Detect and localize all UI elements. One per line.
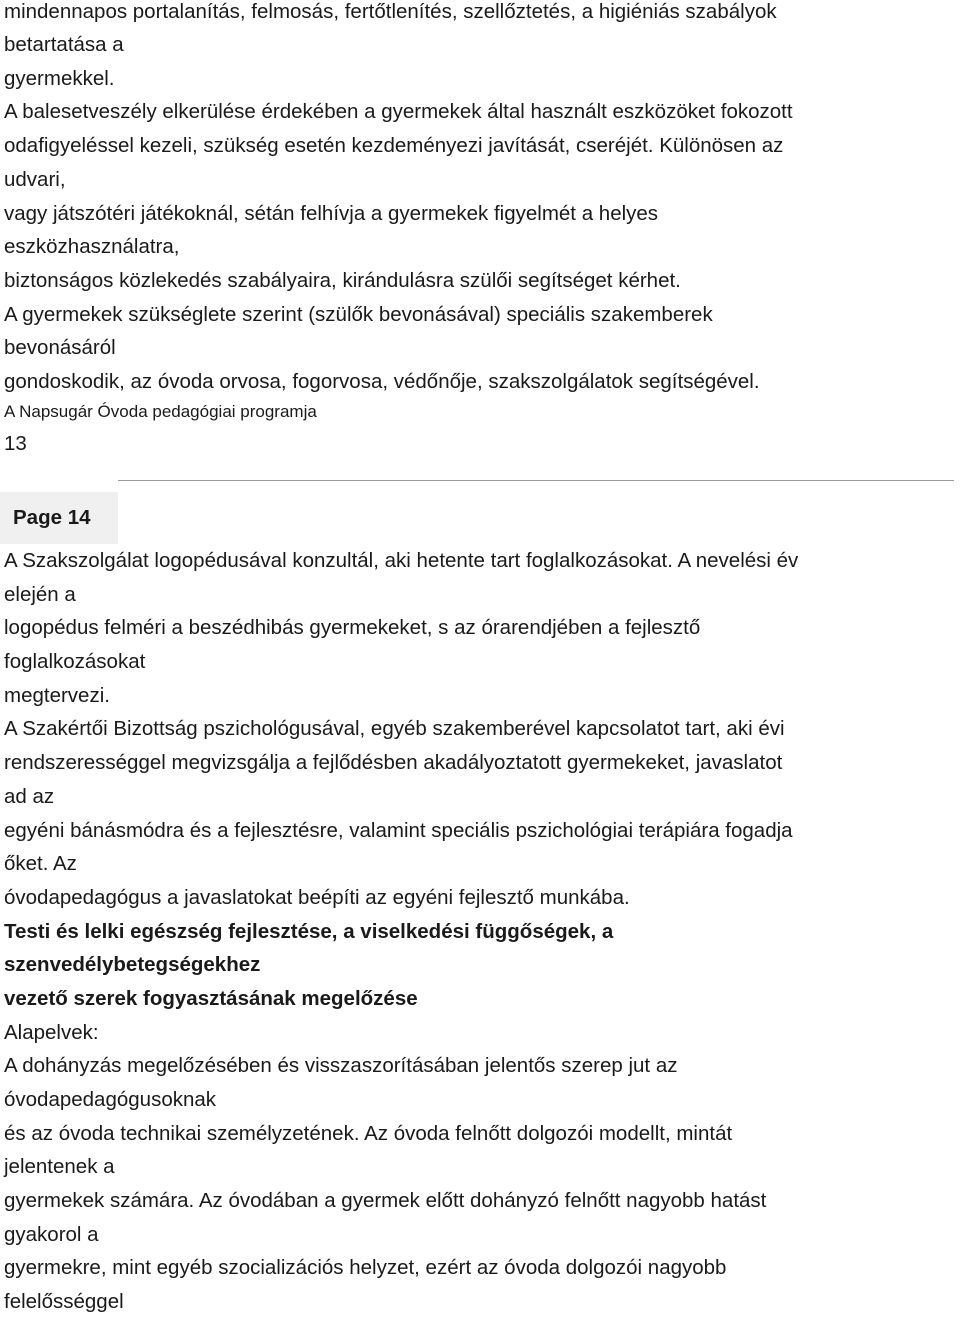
- text-line: A gyermekek szükséglete szerint (szülők bevonásával) speciális szakemberek: [4, 303, 713, 326]
- text-line: biztonságos közlekedés szabályaira, kirándulásra szülői segítséget kérhet.: [4, 269, 681, 292]
- text-line: óvodapedagógus a javaslatokat beépíti az egyéni fejlesztő munkába.: [4, 886, 630, 909]
- text-line: jelentenek a: [4, 1155, 115, 1178]
- text-line: udvari,: [4, 168, 66, 191]
- text-line: gyermekkel.: [4, 67, 115, 90]
- subheading: Alapelvek:: [4, 1021, 99, 1044]
- text-line: A Szakértői Bizottság pszichológusával, egyéb szakemberével kapcsolatot tart, aki évi: [4, 717, 785, 740]
- page-footer-title: A Napsugár Óvoda pedagógiai programja: [4, 402, 317, 421]
- text-line: odafigyeléssel kezeli, szükség esetén kezdeményezi javítását, cseréjét. Különösen az: [4, 134, 784, 157]
- text-line: gyakorol a: [4, 1223, 99, 1246]
- section-heading: Testi és lelki egészség fejlesztése, a viselkedési függőségek, a: [4, 920, 614, 943]
- text-line: A dohányzás megelőzésében és visszaszorításában jelentős szerep jut az: [4, 1054, 678, 1077]
- text-line: gyermekre, mint egyéb szocializációs helyzet, ezért az óvoda dolgozói nagyobb: [4, 1256, 727, 1279]
- text-line: mindennapos portalanítás, felmosás, fertőtlenítés, szellőztetés, a higiéniás szabályok: [4, 0, 777, 23]
- text-line: eszközhasználatra,: [4, 235, 180, 258]
- text-line: őket. Az: [4, 852, 77, 875]
- text-line: vagy játszótéri játékoknál, sétán felhívja a gyermekek figyelmét a helyes: [4, 202, 659, 225]
- section-heading: vezető szerek fogyasztásának megelőzése: [4, 987, 418, 1010]
- page-label: Page 14: [13, 506, 91, 529]
- text-line: gyermekek számára. Az óvodában a gyermek előtt dohányzó felnőtt nagyobb hatást: [4, 1189, 767, 1212]
- text-line: ad az: [4, 785, 55, 808]
- text-line: megtervezi.: [4, 684, 110, 707]
- text-line: logopédus felméri a beszédhibás gyermekeket, s az órarendjében a fejlesztő: [4, 616, 701, 639]
- text-line: egyéni bánásmódra és a fejlesztésre, valamint speciális pszichológiai terápiára fogadja: [4, 819, 793, 842]
- text-line: rendszerességgel megvizsgálja a fejlődésben akadályoztatott gyermekeket, javaslatot: [4, 751, 783, 774]
- text-line: foglalkozásokat: [4, 650, 146, 673]
- text-line: betartatása a: [4, 33, 124, 56]
- text-line: A balesetveszély elkerülése érdekében a gyermekek által használt eszközöket fokozott: [4, 100, 793, 123]
- text-line: és az óvoda technikai személyzetének. Az óvoda felnőtt dolgozói modellt, mintát: [4, 1122, 733, 1145]
- page-footer-number: 13: [4, 432, 27, 455]
- text-line: A Szakszolgálat logopédusával konzultál, aki hetente tart foglalkozásokat. A nevelési év: [4, 549, 799, 572]
- section-heading: szenvedélybetegségekhez: [4, 953, 261, 976]
- text-line: óvodapedagógusoknak: [4, 1088, 217, 1111]
- text-line: elején a: [4, 583, 76, 606]
- text-line: gondoskodik, az óvoda orvosa, fogorvosa, védőnője, szakszolgálatok segítségével.: [4, 370, 760, 393]
- text-line: felelősséggel: [4, 1290, 124, 1313]
- page-divider: [118, 480, 954, 481]
- text-line: bevonásáról: [4, 336, 116, 359]
